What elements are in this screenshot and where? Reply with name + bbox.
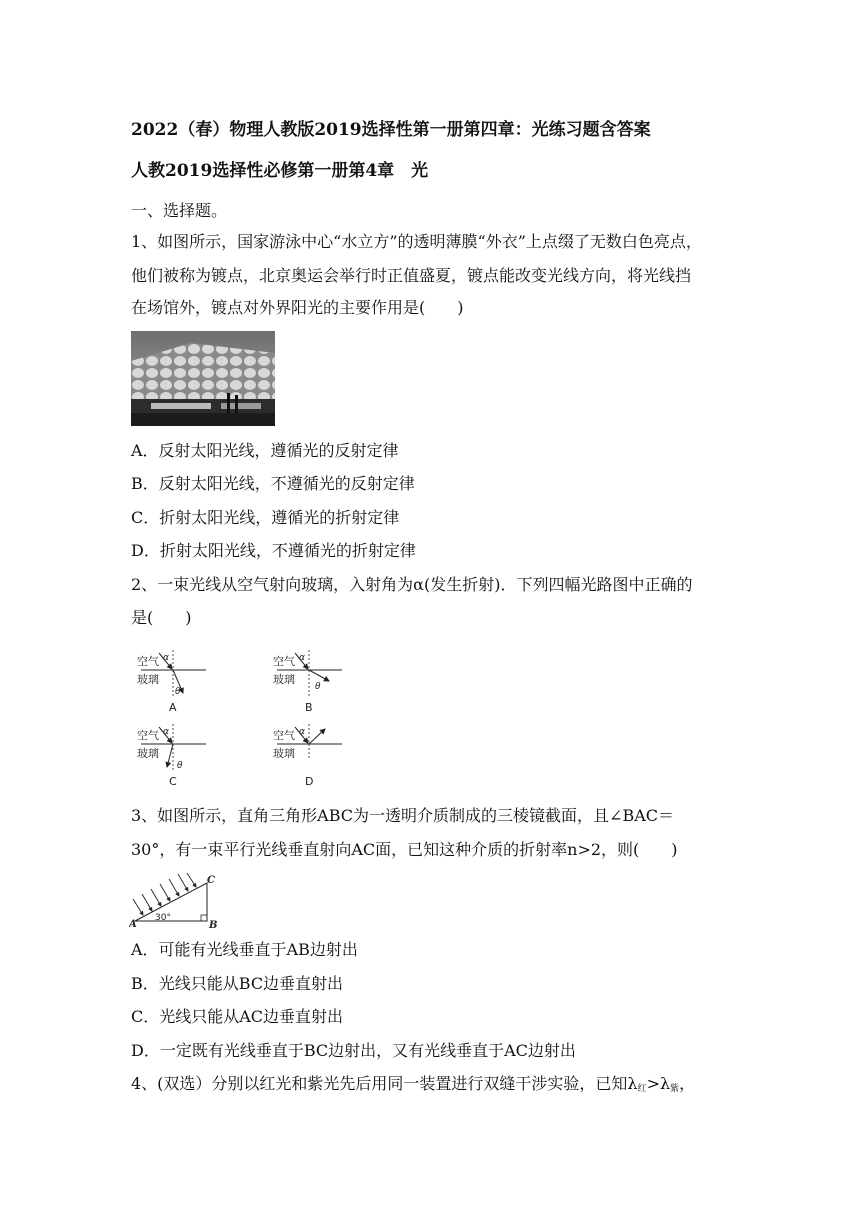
q2-line-2: 是( ) [131, 608, 192, 627]
q3-option-b: B．光线只能从BC边垂直射出 [131, 974, 344, 993]
q4-prefix: 4、(双选）分别以红光和紫光先后用同一装置进行双缝干涉实验，已知λ [131, 1074, 638, 1093]
prism-figure [129, 873, 221, 929]
fig-air-a: 空气 [137, 655, 159, 668]
doc-title: 2022（春）物理人教版2019选择性第一册第四章：光练习题含答案 [131, 120, 651, 140]
q4-line-1 [131, 1074, 695, 1099]
panel-a [137, 650, 206, 714]
fig-alpha-a: α [163, 653, 169, 663]
angle-label: 30° [155, 913, 171, 923]
q3-option-a: A．可能有光线垂直于AB边射出 [131, 940, 358, 959]
q1-option-d: D．折射太阳光线，不遵循光的折射定律 [131, 541, 416, 560]
vertex-b-label: B [209, 920, 218, 929]
fig-label-a: A [169, 701, 177, 714]
q3-option-c: C．光线只能从AC边垂直射出 [131, 1007, 344, 1026]
fig-glass-c: 玻璃 [137, 747, 159, 760]
fig-theta-b: θ [315, 682, 321, 692]
q4-mid: >λ [646, 1074, 671, 1093]
q1-option-a: A．反射太阳光线，遵循光的反射定律 [131, 441, 399, 460]
q4-sub-red: 红 [637, 1084, 647, 1094]
fig-air-b: 空气 [273, 655, 295, 668]
doc-subtitle: 人教2019选择性必修第一册第4章 光 [131, 161, 429, 181]
q1-option-b: B．反射太阳光线，不遵循光的反射定律 [131, 474, 415, 493]
q1-line-3: 在场馆外，镀点对外界阳光的主要作用是( ) [131, 298, 464, 317]
q4-suffix: ， [679, 1074, 696, 1093]
panel-d [273, 724, 342, 788]
q4-sub-purple: 紫 [670, 1084, 680, 1094]
q2-line-1: 2、一束光线从空气射向玻璃，入射角为α(发生折射)．下列四幅光路图中正确的 [131, 575, 693, 594]
fig-alpha-b: α [299, 653, 305, 663]
q1-line-1: 1、如图所示，国家游泳中心“水立方”的透明薄膜“外衣”上点缀了无数白色亮点， [131, 232, 702, 251]
fig-glass-b: 玻璃 [273, 673, 295, 686]
q3-line-1: 3、如图所示，直角三角形ABC为一透明介质制成的三棱镜截面，且∠BAC＝ [131, 806, 674, 825]
fig-label-c: C [169, 775, 177, 788]
section-heading: 一、选择题。 [131, 201, 228, 220]
q3-line-2: 30°，有一束平行光线垂直射向AC面，已知这种介质的折射率n>2，则( ) [131, 840, 678, 859]
fig-glass-a: 玻璃 [137, 673, 159, 686]
panel-c [137, 724, 206, 788]
fig-label-b: B [305, 701, 313, 714]
vertex-c-label: C [207, 875, 215, 886]
fig-alpha-c: α [163, 727, 169, 737]
light-path-figures [131, 645, 346, 793]
water-cube-photo [131, 331, 275, 426]
fig-theta-a: θ [175, 687, 181, 697]
fig-air-d: 空气 [273, 729, 295, 742]
fig-air-c: 空气 [137, 729, 159, 742]
panel-b [273, 650, 342, 714]
fig-label-d: D [305, 775, 314, 788]
q3-option-d: D．一定既有光线垂直于BC边射出，又有光线垂直于AC边射出 [131, 1041, 576, 1060]
fig-glass-d: 玻璃 [273, 747, 295, 760]
q1-option-c: C．折射太阳光线，遵循光的折射定律 [131, 508, 400, 527]
q1-line-2: 他们被称为镀点，北京奥运会举行时正值盛夏，镀点能改变光线方向，将光线挡 [131, 266, 692, 285]
vertex-a-label: A [129, 919, 137, 929]
fig-alpha-d: α [299, 727, 305, 737]
fig-theta-c: θ [177, 761, 183, 771]
